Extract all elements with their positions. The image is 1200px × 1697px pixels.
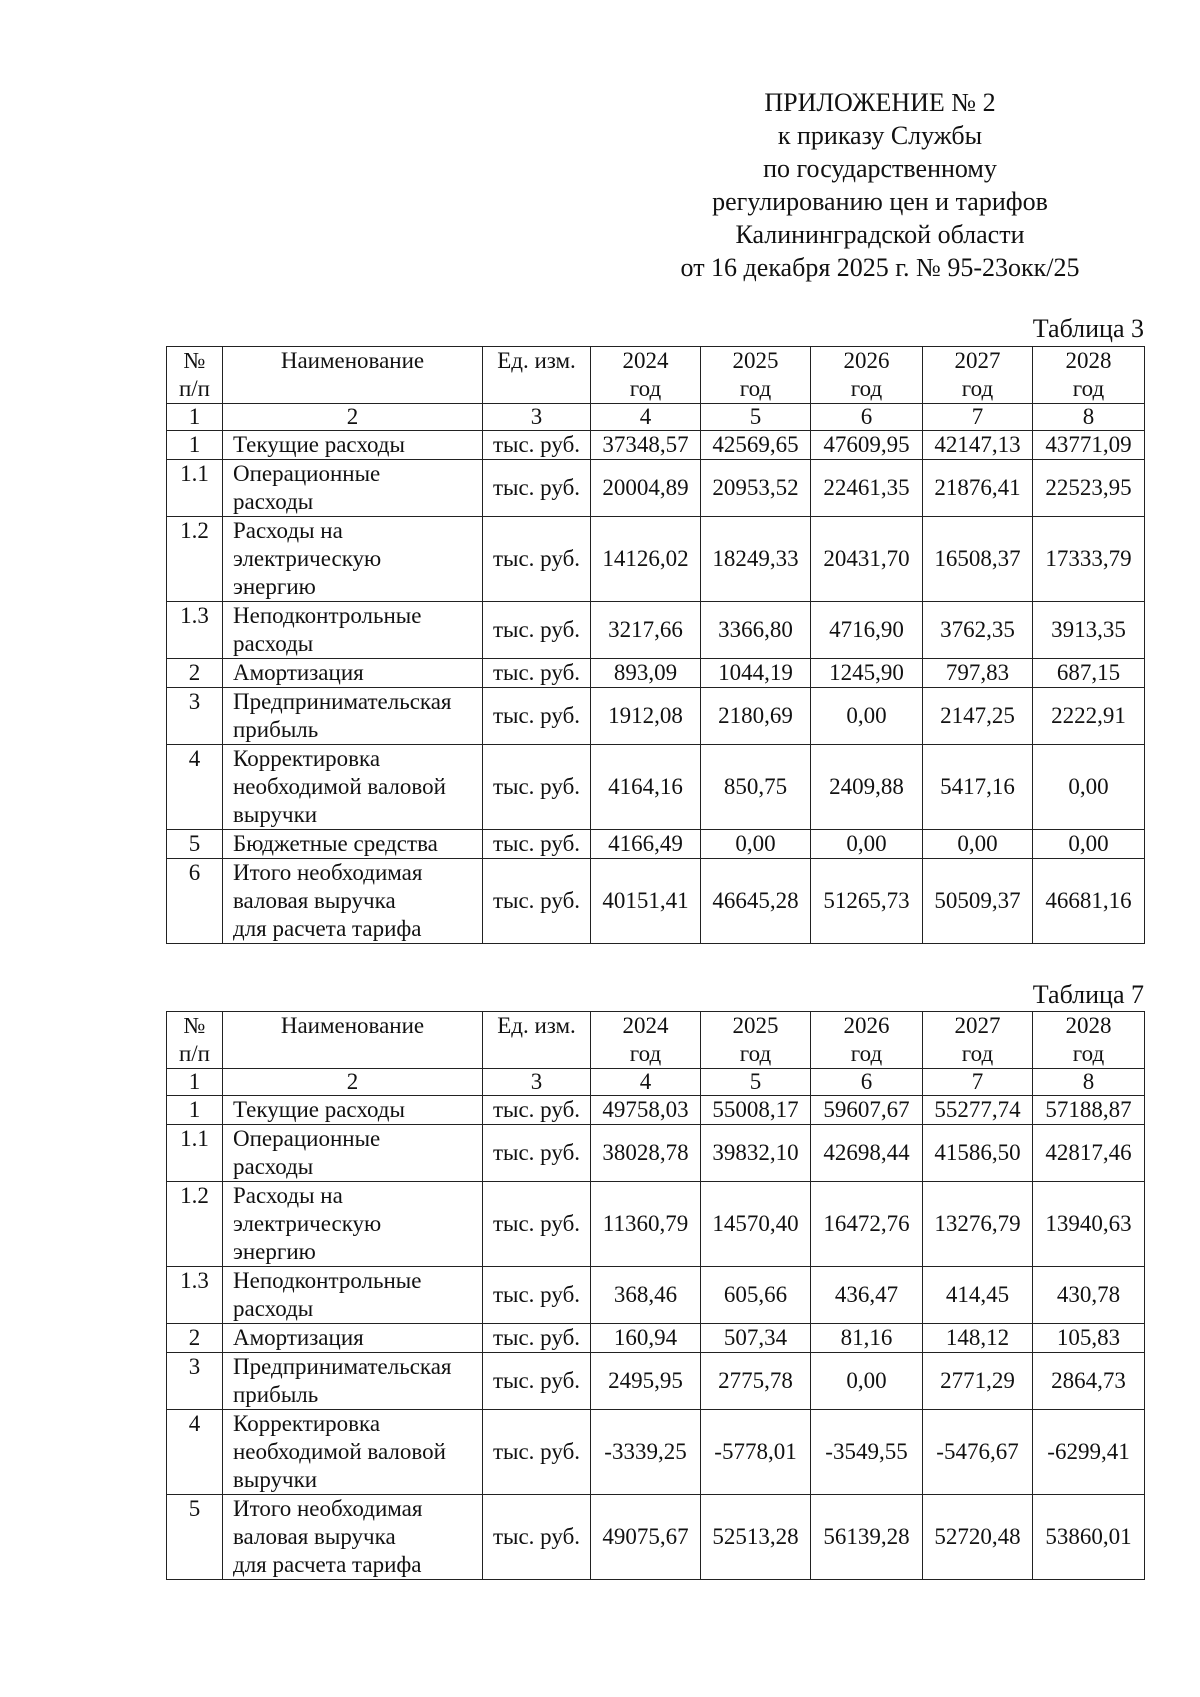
column-index-row	[167, 404, 1145, 431]
row-name-line: Текущие расходы	[233, 432, 405, 457]
row-value: 1245,90	[811, 659, 923, 688]
header-row	[167, 1012, 1145, 1069]
row-value: 57188,87	[1033, 1096, 1145, 1125]
column-index-row	[167, 1069, 1145, 1096]
row-unit: тыс. руб.	[483, 659, 591, 688]
row-value: 11360,79	[591, 1182, 701, 1267]
row-value: 22461,35	[811, 460, 923, 517]
row-name	[223, 1324, 483, 1353]
row-value: 368,46	[591, 1267, 701, 1324]
row-value: 3217,66	[591, 602, 701, 659]
row-value: 2409,88	[811, 745, 923, 830]
row-value: 4716,90	[811, 602, 923, 659]
row-value: -3339,25	[591, 1410, 701, 1495]
row-name	[223, 431, 483, 460]
row-name	[223, 1495, 483, 1580]
row-name	[223, 859, 483, 944]
row-value: -5778,01	[701, 1410, 811, 1495]
row-value: 507,34	[701, 1324, 811, 1353]
row-value: 20004,89	[591, 460, 701, 517]
column-header	[923, 1012, 1033, 1069]
row-name-line: Операционные	[233, 1126, 381, 1151]
row-value: 430,78	[1033, 1267, 1145, 1324]
row-value: 50509,37	[923, 859, 1033, 944]
table-caption: Таблица 3	[1032, 314, 1144, 343]
row-value: 687,15	[1033, 659, 1145, 688]
table-row	[167, 659, 1145, 688]
row-name-line: электрическую	[233, 1211, 382, 1236]
table-row	[167, 602, 1145, 659]
data-table	[166, 1011, 1145, 1580]
column-index-cell: 3	[483, 1069, 591, 1096]
row-number: 1	[167, 431, 223, 460]
row-name-line: расходы	[233, 1296, 314, 1321]
row-name-line: Текущие расходы	[233, 1097, 405, 1122]
row-value: 2147,25	[923, 688, 1033, 745]
row-unit: тыс. руб.	[483, 1125, 591, 1182]
row-name-line: Корректировка	[233, 1411, 381, 1436]
row-name-line: Неподконтрольные	[233, 1268, 422, 1293]
row-value: 59607,67	[811, 1096, 923, 1125]
row-name	[223, 1410, 483, 1495]
row-name-line: Расходы на	[233, 1183, 343, 1208]
row-name-line: Амортизация	[233, 1325, 364, 1350]
row-number: 1.2	[167, 517, 223, 602]
column-index-cell: 7	[923, 404, 1033, 431]
column-header-label: 2024 год	[622, 1013, 669, 1066]
row-value: 47609,95	[811, 431, 923, 460]
table-row	[167, 1410, 1145, 1495]
table-caption: Таблица 7	[1032, 980, 1144, 1009]
row-value: 14126,02	[591, 517, 701, 602]
column-index-cell: 6	[811, 1069, 923, 1096]
table-row	[167, 830, 1145, 859]
row-number: 2	[167, 1324, 223, 1353]
row-value: 16472,76	[811, 1182, 923, 1267]
header-line: от 16 декабря 2025 г. № 95-23окк/25	[680, 253, 1080, 282]
row-number: 4	[167, 745, 223, 830]
row-unit: тыс. руб.	[483, 431, 591, 460]
row-value: -3549,55	[811, 1410, 923, 1495]
row-value: 0,00	[1033, 830, 1145, 859]
row-value: 52513,28	[701, 1495, 811, 1580]
row-name-line: выручки	[233, 802, 318, 827]
row-name-line: выручки	[233, 1467, 318, 1492]
column-header	[1033, 1012, 1145, 1069]
row-value: 5417,16	[923, 745, 1033, 830]
row-value: 46681,16	[1033, 859, 1145, 944]
row-value: 3913,35	[1033, 602, 1145, 659]
data-table	[166, 346, 1145, 944]
row-name-line: для расчета тарифа	[233, 1552, 422, 1577]
column-header	[223, 1012, 483, 1069]
row-number: 3	[167, 688, 223, 745]
appendix-header	[600, 86, 1160, 284]
row-value: 0,00	[811, 830, 923, 859]
row-name-line: необходимой валовой	[233, 774, 446, 799]
table-row	[167, 517, 1145, 602]
row-value: 40151,41	[591, 859, 701, 944]
row-unit: тыс. руб.	[483, 1495, 591, 1580]
row-value: 605,66	[701, 1267, 811, 1324]
row-unit: тыс. руб.	[483, 1182, 591, 1267]
column-index-cell: 1	[167, 1069, 223, 1096]
row-unit: тыс. руб.	[483, 830, 591, 859]
column-header	[483, 1012, 591, 1069]
row-value: 3762,35	[923, 602, 1033, 659]
column-index-cell: 2	[223, 404, 483, 431]
row-value: 42817,46	[1033, 1125, 1145, 1182]
row-value: 42147,13	[923, 431, 1033, 460]
row-unit: тыс. руб.	[483, 1096, 591, 1125]
row-value: 42569,65	[701, 431, 811, 460]
column-header	[701, 1012, 811, 1069]
row-value: 13276,79	[923, 1182, 1033, 1267]
column-header	[483, 347, 591, 404]
column-index-cell: 3	[483, 404, 591, 431]
column-header	[591, 1012, 701, 1069]
row-value: 0,00	[701, 830, 811, 859]
row-name-line: Амортизация	[233, 660, 364, 685]
row-value: 0,00	[1033, 745, 1145, 830]
row-name-line: электрическую	[233, 546, 382, 571]
header-line: к приказу Службы	[777, 121, 983, 150]
row-name-line: расходы	[233, 1154, 314, 1179]
row-unit: тыс. руб.	[483, 460, 591, 517]
column-header	[1033, 347, 1145, 404]
column-header-label: 2025 год	[732, 348, 779, 401]
row-value: 52720,48	[923, 1495, 1033, 1580]
column-header	[591, 347, 701, 404]
row-unit: тыс. руб.	[483, 745, 591, 830]
column-index-cell: 5	[701, 404, 811, 431]
row-name	[223, 1096, 483, 1125]
row-unit: тыс. руб.	[483, 602, 591, 659]
row-name	[223, 460, 483, 517]
column-header-label: 2028 год	[1065, 1013, 1112, 1066]
row-value: 56139,28	[811, 1495, 923, 1580]
column-header-label: № п/п	[178, 1013, 210, 1066]
row-value: 37348,57	[591, 431, 701, 460]
column-index-cell: 2	[223, 1069, 483, 1096]
row-number: 5	[167, 1495, 223, 1580]
column-header-label: Наименование	[280, 1013, 425, 1038]
column-header	[167, 347, 223, 404]
row-value: 2864,73	[1033, 1353, 1145, 1410]
header-line: Калининградской области	[735, 220, 1025, 249]
column-index-cell: 8	[1033, 1069, 1145, 1096]
row-value: 4164,16	[591, 745, 701, 830]
row-value: 43771,09	[1033, 431, 1145, 460]
row-value: 20431,70	[811, 517, 923, 602]
column-header-label: 2028 год	[1065, 348, 1112, 401]
table-row	[167, 859, 1145, 944]
row-value: 2222,91	[1033, 688, 1145, 745]
column-header-label: Ед. изм.	[497, 1013, 576, 1038]
row-value: 3366,80	[701, 602, 811, 659]
column-header-label: 2026 год	[843, 1013, 890, 1066]
row-unit: тыс. руб.	[483, 1410, 591, 1495]
row-name-line: необходимой валовой	[233, 1439, 446, 1464]
row-value: 38028,78	[591, 1125, 701, 1182]
row-name-line: Неподконтрольные	[233, 603, 422, 628]
row-value: 16508,37	[923, 517, 1033, 602]
row-value: 21876,41	[923, 460, 1033, 517]
row-name-line: валовая выручка	[233, 888, 396, 913]
row-number: 1.3	[167, 1267, 223, 1324]
column-index-cell: 5	[701, 1069, 811, 1096]
row-value: 2775,78	[701, 1353, 811, 1410]
row-name-line: прибыль	[233, 717, 319, 742]
table-row	[167, 1125, 1145, 1182]
column-header	[811, 347, 923, 404]
column-header	[223, 347, 483, 404]
row-value: -5476,67	[923, 1410, 1033, 1495]
row-name-line: Бюджетные средства	[233, 831, 438, 856]
row-unit: тыс. руб.	[483, 859, 591, 944]
row-number: 1.1	[167, 1125, 223, 1182]
column-header-label: 2027 год	[954, 348, 1001, 401]
table-row	[167, 745, 1145, 830]
row-value: 0,00	[923, 830, 1033, 859]
row-value: 49758,03	[591, 1096, 701, 1125]
column-header-label: 2027 год	[954, 1013, 1001, 1066]
row-value: 105,83	[1033, 1324, 1145, 1353]
row-value: 1912,08	[591, 688, 701, 745]
row-value: 46645,28	[701, 859, 811, 944]
row-unit: тыс. руб.	[483, 517, 591, 602]
column-index-cell: 8	[1033, 404, 1145, 431]
row-name	[223, 688, 483, 745]
row-value: 55008,17	[701, 1096, 811, 1125]
row-name	[223, 517, 483, 602]
row-number: 1.1	[167, 460, 223, 517]
row-unit: тыс. руб.	[483, 688, 591, 745]
row-value: 49075,67	[591, 1495, 701, 1580]
column-header-label: 2026 год	[843, 348, 890, 401]
row-value: 436,47	[811, 1267, 923, 1324]
row-number: 2	[167, 659, 223, 688]
row-unit: тыс. руб.	[483, 1267, 591, 1324]
header-line: ПРИЛОЖЕНИЕ № 2	[764, 88, 996, 117]
table-row	[167, 431, 1145, 460]
column-index-cell: 1	[167, 404, 223, 431]
row-value: 160,94	[591, 1324, 701, 1353]
row-value: 2495,95	[591, 1353, 701, 1410]
row-number: 1.2	[167, 1182, 223, 1267]
table-row	[167, 688, 1145, 745]
row-name-line: Предпринимательская	[233, 689, 452, 714]
row-name	[223, 1182, 483, 1267]
row-value: 20953,52	[701, 460, 811, 517]
row-value: 0,00	[811, 1353, 923, 1410]
table-row	[167, 1182, 1145, 1267]
column-header-label: Ед. изм.	[497, 348, 576, 373]
row-unit: тыс. руб.	[483, 1324, 591, 1353]
column-header-label: № п/п	[178, 348, 210, 401]
row-name-line: для расчета тарифа	[233, 916, 422, 941]
row-number: 6	[167, 859, 223, 944]
row-name	[223, 602, 483, 659]
row-name-line: расходы	[233, 489, 314, 514]
row-value: 81,16	[811, 1324, 923, 1353]
column-index-cell: 6	[811, 404, 923, 431]
row-value: 53860,01	[1033, 1495, 1145, 1580]
row-value: 55277,74	[923, 1096, 1033, 1125]
row-value: 41586,50	[923, 1125, 1033, 1182]
row-name	[223, 659, 483, 688]
row-number: 4	[167, 1410, 223, 1495]
column-index-cell: 7	[923, 1069, 1033, 1096]
column-header-label: 2024 год	[622, 348, 669, 401]
row-name-line: прибыль	[233, 1382, 319, 1407]
row-name	[223, 830, 483, 859]
row-name-line: валовая выручка	[233, 1524, 396, 1549]
row-number: 3	[167, 1353, 223, 1410]
table-row	[167, 1353, 1145, 1410]
row-unit: тыс. руб.	[483, 1353, 591, 1410]
row-name-line: расходы	[233, 631, 314, 656]
table-row	[167, 1267, 1145, 1324]
header-line: по государственному	[763, 154, 997, 183]
row-value: 14570,40	[701, 1182, 811, 1267]
row-value: 22523,95	[1033, 460, 1145, 517]
row-name	[223, 745, 483, 830]
row-name-line: Итого необходимая	[233, 860, 423, 885]
row-value: 2180,69	[701, 688, 811, 745]
row-number: 5	[167, 830, 223, 859]
table-row	[167, 1096, 1145, 1125]
row-name	[223, 1125, 483, 1182]
row-value: 797,83	[923, 659, 1033, 688]
row-value: 0,00	[811, 688, 923, 745]
row-name-line: энергию	[233, 1239, 316, 1264]
row-name-line: Расходы на	[233, 518, 343, 543]
row-value: 51265,73	[811, 859, 923, 944]
row-value: -6299,41	[1033, 1410, 1145, 1495]
header-row	[167, 347, 1145, 404]
table-row	[167, 460, 1145, 517]
row-value: 148,12	[923, 1324, 1033, 1353]
row-value: 13940,63	[1033, 1182, 1145, 1267]
row-number: 1	[167, 1096, 223, 1125]
row-name-line: Предпринимательская	[233, 1354, 452, 1379]
column-header	[811, 1012, 923, 1069]
column-index-cell: 4	[591, 404, 701, 431]
column-header	[167, 1012, 223, 1069]
row-name-line: Корректировка	[233, 746, 381, 771]
row-name-line: Операционные	[233, 461, 381, 486]
column-header	[701, 347, 811, 404]
row-name	[223, 1353, 483, 1410]
header-line: регулированию цен и тарифов	[712, 187, 1048, 216]
row-value: 414,45	[923, 1267, 1033, 1324]
column-header	[923, 347, 1033, 404]
row-number: 1.3	[167, 602, 223, 659]
row-value: 39832,10	[701, 1125, 811, 1182]
column-index-cell: 4	[591, 1069, 701, 1096]
row-value: 42698,44	[811, 1125, 923, 1182]
row-name-line: Итого необходимая	[233, 1496, 423, 1521]
row-value: 17333,79	[1033, 517, 1145, 602]
row-value: 1044,19	[701, 659, 811, 688]
column-header-label: 2025 год	[732, 1013, 779, 1066]
row-value: 4166,49	[591, 830, 701, 859]
row-value: 893,09	[591, 659, 701, 688]
row-name	[223, 1267, 483, 1324]
row-value: 850,75	[701, 745, 811, 830]
table-row	[167, 1495, 1145, 1580]
table-row	[167, 1324, 1145, 1353]
row-value: 18249,33	[701, 517, 811, 602]
row-name-line: энергию	[233, 574, 316, 599]
column-header-label: Наименование	[280, 348, 425, 373]
row-value: 2771,29	[923, 1353, 1033, 1410]
